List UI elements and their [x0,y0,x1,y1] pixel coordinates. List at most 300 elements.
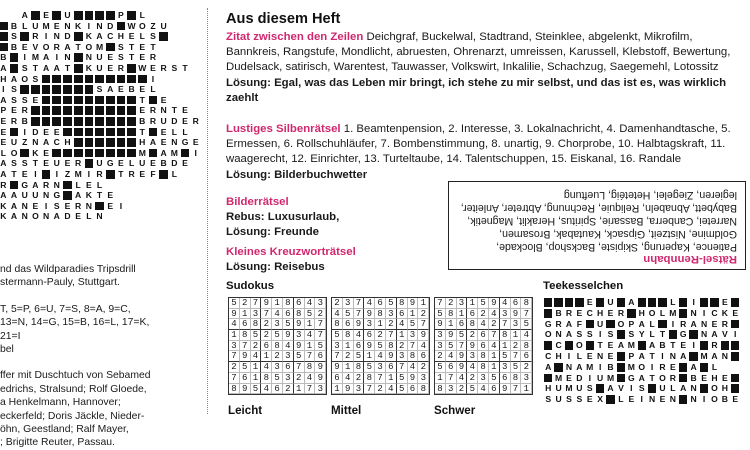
crossword-cell: L [22,20,28,31]
bilder-section [226,195,441,241]
teekesselchen-cell: C [545,350,552,361]
crossword-cell: E [43,147,49,158]
crossword-black-cell [117,117,126,126]
sudoku-cell: 6 [343,319,354,330]
crossword-cell: E [118,84,124,95]
teekesselchen-title: Teekesselchen [543,280,624,292]
teekesselchen-cell: U [555,394,562,405]
teekesselchen-black-cell [679,395,687,404]
crossword-cell: I [55,52,58,63]
crossword-black-cell [10,53,19,62]
crossword-cell: E [53,126,60,137]
crossword-black-cell [85,159,94,168]
teekesselchen-black-cell [700,363,708,372]
teekesselchen-cell: X [597,394,604,405]
crossword-cell: B [139,115,146,126]
teekesselchen-cell: M [669,307,677,318]
crossword-cell: A [42,62,50,73]
teekesselchen-cell: M [555,372,563,383]
crossword-cell: A [160,147,167,158]
teekesselchen-cell: I [640,394,643,405]
silben-title: Lustiges Silbenrätsel [226,123,341,135]
crossword-cell: E [139,41,146,52]
teekesselchen-cell: N [565,361,573,372]
crossword-cell: E [182,158,188,169]
crossword-black-cell [85,138,94,147]
sudoku-cell: 7 [435,298,446,309]
sudoku-cell: 8 [511,373,522,384]
sudoku-cell: 2 [294,373,305,384]
sudoku-cell: 3 [408,330,419,341]
teekesselchen-black-cell [554,363,562,372]
crossword-cell: O [42,41,50,52]
crossword-cell: T [182,62,188,73]
sudoku-cell: 9 [446,330,457,341]
crossword-cell: T [118,168,124,179]
teekesselchen-cell: A [617,340,625,351]
column-divider [207,8,208,414]
teekesselchen-cell: N [700,318,708,329]
sudoku-cell: 1 [229,330,240,341]
crossword-black-cell [95,149,104,158]
crossword-black-cell [74,106,83,115]
crossword-cell [116,180,127,191]
sudoku-cell: 1 [500,341,511,352]
teekesselchen-cell: B [659,340,666,351]
crossword-cell [180,10,191,21]
crossword-cell [190,31,201,42]
sudoku-cell: 5 [375,341,386,352]
sudoku-cell: 4 [397,319,408,330]
teekesselchen-cell: E [732,394,739,405]
crossword-cell: S [21,94,28,105]
teekesselchen-cell: A [680,350,687,361]
crossword-cell: N [42,190,50,201]
crossword-cell [180,169,191,180]
sudoku-cell: 3 [251,309,262,320]
crossword-black-cell [95,96,104,105]
crossword-cell [180,201,191,212]
sudoku-cell: 1 [397,330,408,341]
sudoku-cell: 6 [457,319,468,330]
crossword-cell: G [181,137,189,148]
sudoku-cell: 6 [315,351,326,362]
teekesselchen-cell: L [649,329,655,340]
crossword-cell [158,180,169,191]
crossword-cell [190,95,201,106]
sudoku-cell: 1 [489,362,500,373]
crossword-cell [169,180,180,191]
teekesselchen-cell: I [671,318,675,329]
crossword-black-cell [74,53,83,62]
crossword-cell: A [0,94,7,105]
crossword-cell [169,21,180,32]
teekesselchen-cell: E [732,307,739,318]
teekesselchen-cell: R [669,372,676,383]
sudoku-cell: 8 [500,330,511,341]
teekesselchen-cell: N [690,383,697,394]
crossword-cell [148,211,159,222]
sudoku-cell: 2 [418,362,429,373]
teekesselchen-cell: M [627,340,635,351]
teekesselchen-cell: O [576,340,583,351]
sudoku-cell: 2 [418,309,429,320]
crossword-cell: N [160,105,167,116]
sudoku-cell: 8 [397,298,408,309]
sudoku-cell: 9 [457,351,468,362]
crossword-black-cell [20,149,29,158]
crossword-cell: A [10,73,18,84]
crossword-black-cell [63,106,72,115]
crossword-cell [180,42,191,53]
teekesselchen-cell: S [545,394,552,405]
sudoku-cell: 7 [305,384,316,395]
sudoku-cell: 4 [467,362,478,373]
crossword-cell [190,84,201,95]
teekesselchen-cell: H [597,307,604,318]
sudoku-cell: 9 [386,351,397,362]
sudoku-cell: 2 [511,341,522,352]
teekesselchen-cell: O [659,372,666,383]
teekesselchen-black-cell [689,352,697,361]
sudoku-cell: 5 [386,298,397,309]
teekesselchen-cell: I [598,361,602,372]
sudoku-cell: 9 [283,330,294,341]
teekesselchen-cell: O [711,394,718,405]
sudoku-cell: 4 [261,384,272,395]
crossword-black-cell [63,85,72,94]
crossword-cell: U [10,137,18,148]
teekesselchen-cell: A [565,329,573,340]
crossword-black-cell [106,138,115,147]
crossword-cell [169,95,180,106]
crossword-cell: N [21,200,28,211]
teekesselchen-cell: E [607,307,614,318]
crossword-cell: E [64,200,71,211]
crossword-cell: T [75,41,81,52]
crossword-cell: K [85,31,92,42]
crossword-cell: S [11,94,17,105]
crossword-cell [190,211,201,222]
teekesselchen-black-cell [658,320,666,329]
crossword-black-cell [106,75,115,84]
sudoku-cell: 9 [294,319,305,330]
crossword-cell: L [96,179,103,190]
rennbahn-upside-down [449,182,745,269]
teekesselchen-cell [720,362,730,373]
sudoku-cell: 3 [457,298,468,309]
teekesselchen-black-cell [596,384,604,393]
sudoku-cell: 4 [418,341,429,352]
crossword-cell: I [194,147,197,158]
crossword-black-cell [74,149,83,158]
crossword-cell: T [128,41,135,52]
teekesselchen-cell: T [659,329,666,340]
crossword-black-cell [117,149,126,158]
crossword-cell: E [150,158,156,169]
sudoku-cell: 7 [408,341,419,352]
sudoku-cell: 9 [408,373,419,384]
sudoku-cell: 6 [386,362,397,373]
crossword-cell: Z [22,137,28,148]
crossword-cell [105,180,116,191]
crossword-cell: T [128,52,135,63]
sudoku-cell: 4 [364,298,375,309]
teekesselchen-black-cell [721,341,729,350]
crossword-cell: T [32,158,39,169]
sudoku-cell: 5 [240,362,251,373]
sudoku-cell: 7 [397,362,408,373]
sudoku-cell: 3 [467,351,478,362]
sudoku-cell: 8 [478,351,489,362]
teekesselchen-cell: A [628,297,635,307]
crossword-black-cell [117,138,126,147]
teekesselchen-black-cell [679,298,687,307]
crossword-cell: B [128,84,135,95]
teekesselchen-cell: N [597,350,604,361]
crossword-cell: Z [150,20,156,31]
crossword-cell: F [150,168,156,179]
crossword-cell: L [150,84,156,95]
crossword-cell: B [21,115,28,126]
sudoku-cell: 1 [435,373,446,384]
crossword-cell [158,201,169,212]
sudoku-cell: 6 [467,309,478,320]
crossword-cell: E [182,105,188,116]
teekesselchen-cell: M [700,350,708,361]
crossword-cell: R [96,168,103,179]
crossword-black-cell [10,64,19,73]
crossword-cell [169,74,180,85]
sudoku-cell: 3 [229,341,240,352]
crossword-cell: R [75,200,82,211]
crossword-cell [180,84,191,95]
sudoku-cell: 3 [315,384,326,395]
crossword-black-cell [74,32,83,41]
crossword-cell: U [96,62,103,73]
crossword-black-cell [106,106,115,115]
sudoku-cell: 4 [457,373,468,384]
sudoku-cell: 2 [354,373,365,384]
sudoku-cell: 1 [272,298,283,309]
crossword-cell: W [138,62,147,73]
crossword-cell: A [0,158,7,169]
sudoku-cell: 2 [261,319,272,330]
crossword-black-cell [95,11,104,20]
sudoku-cell: 6 [364,330,375,341]
crossword-cell: S [118,41,124,52]
crossword-cell: D [64,211,71,222]
crossword-cell: Z [64,168,71,179]
crossword-black-cell [74,128,83,137]
crossword-black-cell [52,149,61,158]
crossword-cell: C [107,31,114,42]
kreuz-title: Kleines Kreuzworträtsel [226,246,356,258]
crossword-cell [169,190,180,201]
crossword-cell [190,42,201,53]
crossword-black-cell [52,117,61,126]
crossword-cell: A [96,31,103,42]
teekesselchen-cell: A [690,318,697,329]
sudoku-cell: 2 [457,384,468,395]
sudoku-cell: 7 [305,351,316,362]
crossword-cell: U [160,20,167,31]
teekesselchen-cell: C [711,307,718,318]
teekesselchen-cell: A [648,340,656,351]
crossword-cell: A [53,62,60,73]
solution-crossword-grid [0,10,201,222]
teekesselchen-black-cell [544,298,552,307]
teekesselchen-black-cell [731,384,739,393]
sudoku-cell: 6 [261,341,272,352]
crossword-cell: R [149,52,157,63]
crossword-black-cell [63,191,72,200]
sudoku-cell: 1 [375,319,386,330]
teekesselchen-cell: A [576,361,583,372]
crossword-cell: G [53,190,61,201]
sudoku-grid-mittel [331,297,430,395]
sudoku-cell: 1 [446,319,457,330]
teekesselchen-cell: M [565,383,573,394]
sudoku-cell: 6 [418,351,429,362]
crossword-black-cell [52,106,61,115]
sudoku-cell: 2 [435,351,446,362]
crossword-cell: R [128,168,135,179]
sudoku-cell: 1 [251,373,262,384]
crossword-black-cell [149,128,158,137]
teekesselchen-cell: R [555,318,562,329]
teekesselchen-cell: V [618,383,624,394]
teekesselchen-cell: O [544,329,552,340]
crossword-cell: E [32,200,39,211]
sudoku-cell: 7 [500,319,511,330]
crossword-cell: D [171,158,178,169]
crossword-cell: E [43,126,49,137]
teekesselchen-cell: S [638,383,645,394]
sudoku-cell: 8 [283,298,294,309]
crossword-cell [169,84,180,95]
crossword-cell: U [160,115,167,126]
crossword-black-cell [74,138,83,147]
crossword-cell: M [74,168,82,179]
kreuz-solution: Lösung: Reisebus [226,261,325,274]
sudoku-cell: 8 [435,384,446,395]
teekesselchen-cell: E [586,394,593,405]
zitat-text: Deichgraf, Buckelwal, Stadtrand, Steinklee, abgelenkt, Mikrofilm, Bannkreis, Rangstufe, Mondlicht, abruesten, Ohrenarzt, umreissen, Karussell, Klebstoff, Bewertung, Dudelsack, satirisch, Warentest, Tauwasser, Volkswirt, Inkalilie, Schachzug, Saegemehl, Lotossitz [226,31,731,74]
crossword-cell: I [44,200,48,211]
sudoku-cell: 8 [521,298,532,309]
teekesselchen-cell: N [700,329,708,340]
crossword-cell: A [75,190,82,201]
sudoku-cell: 8 [251,319,262,330]
rennbahn-title: Rätsel-Rennbahn [643,253,737,265]
teekesselchen-cell: A [638,318,645,329]
teekesselchen-black-cell [731,320,739,329]
sudoku-cell: 4 [229,319,240,330]
crossword-black-cell [63,149,72,158]
crossword-black-cell [85,11,94,20]
crossword-cell [148,10,159,21]
sudoku-cell: 2 [386,319,397,330]
sudoku-cell: 7 [294,362,305,373]
teekesselchen-cell: G [679,329,687,340]
crossword-cell: E [21,41,28,52]
sudoku-cell: 3 [343,298,354,309]
sudoku-cell: 8 [375,309,386,320]
sudoku-cell: 5 [332,330,343,341]
crossword-cell [169,10,180,21]
crossword-cell: R [21,105,28,116]
crossword-cell: R [53,41,60,52]
crossword-black-cell [42,85,51,94]
teekesselchen-cell: O [638,361,646,372]
teekesselchen-black-cell [606,320,614,329]
teekesselchen-black-cell [679,309,687,318]
sudoku-cell: 6 [446,362,457,373]
sudoku-cell: 5 [457,330,468,341]
crossword-cell [105,211,116,222]
sudoku-cell: 8 [446,309,457,320]
teekesselchen-cell: L [618,394,624,405]
sudoku-cell: 7 [251,298,262,309]
crossword-black-cell [95,117,104,126]
crossword-cell [148,190,159,201]
sudoku-cell: 2 [229,362,240,373]
teekesselchen-cell: E [701,372,707,383]
sudoku-cell: 2 [467,330,478,341]
crossword-cell: S [11,31,17,42]
crossword-cell: K [75,20,82,31]
teekesselchen-cell: I [650,361,654,372]
crossword-black-cell [52,75,61,84]
crossword-cell: K [0,200,7,211]
sudoku-cell: 5 [354,351,365,362]
sudoku-cell: 1 [305,341,316,352]
teekesselchen-cell: E [586,297,593,307]
crossword-cell: L [139,31,145,42]
sudoku-cell: 3 [435,341,446,352]
sudoku-cell: 6 [478,341,489,352]
teekesselchen-cell: E [680,340,687,351]
teekesselchen-cell: S [586,383,593,394]
crossword-cell [137,201,148,212]
crossword-cell: U [139,158,146,169]
sudoku-cell: 1 [521,384,532,395]
sudoku-cell: 7 [315,330,326,341]
sudoku-cell: 9 [343,384,354,395]
left-text-line: T, 5=P, 6=U, 7=S, 8=A, 9=C, [0,303,131,315]
sudoku-label-mittel: Mittel [331,404,362,417]
sudoku-cell: 9 [354,319,365,330]
sudoku-cell: 1 [418,298,429,309]
teekesselchen-cell: F [576,318,582,329]
sudoku-cell: 9 [294,341,305,352]
sudoku-cell: 1 [261,351,272,362]
crossword-black-cell [127,75,136,84]
crossword-cell: E [182,115,188,126]
crossword-cell [180,190,191,201]
teekesselchen-black-cell [565,341,573,350]
crossword-cell: T [32,62,39,73]
crossword-cell: U [53,158,60,169]
teekesselchen-cell: A [638,372,645,383]
sudoku-cell: 8 [294,309,305,320]
sudoku-cell: 7 [386,330,397,341]
crossword-cell: E [118,158,124,169]
crossword-cell: L [0,147,6,158]
sudoku-cell: 2 [521,362,532,373]
sudoku-cell: 1 [467,298,478,309]
